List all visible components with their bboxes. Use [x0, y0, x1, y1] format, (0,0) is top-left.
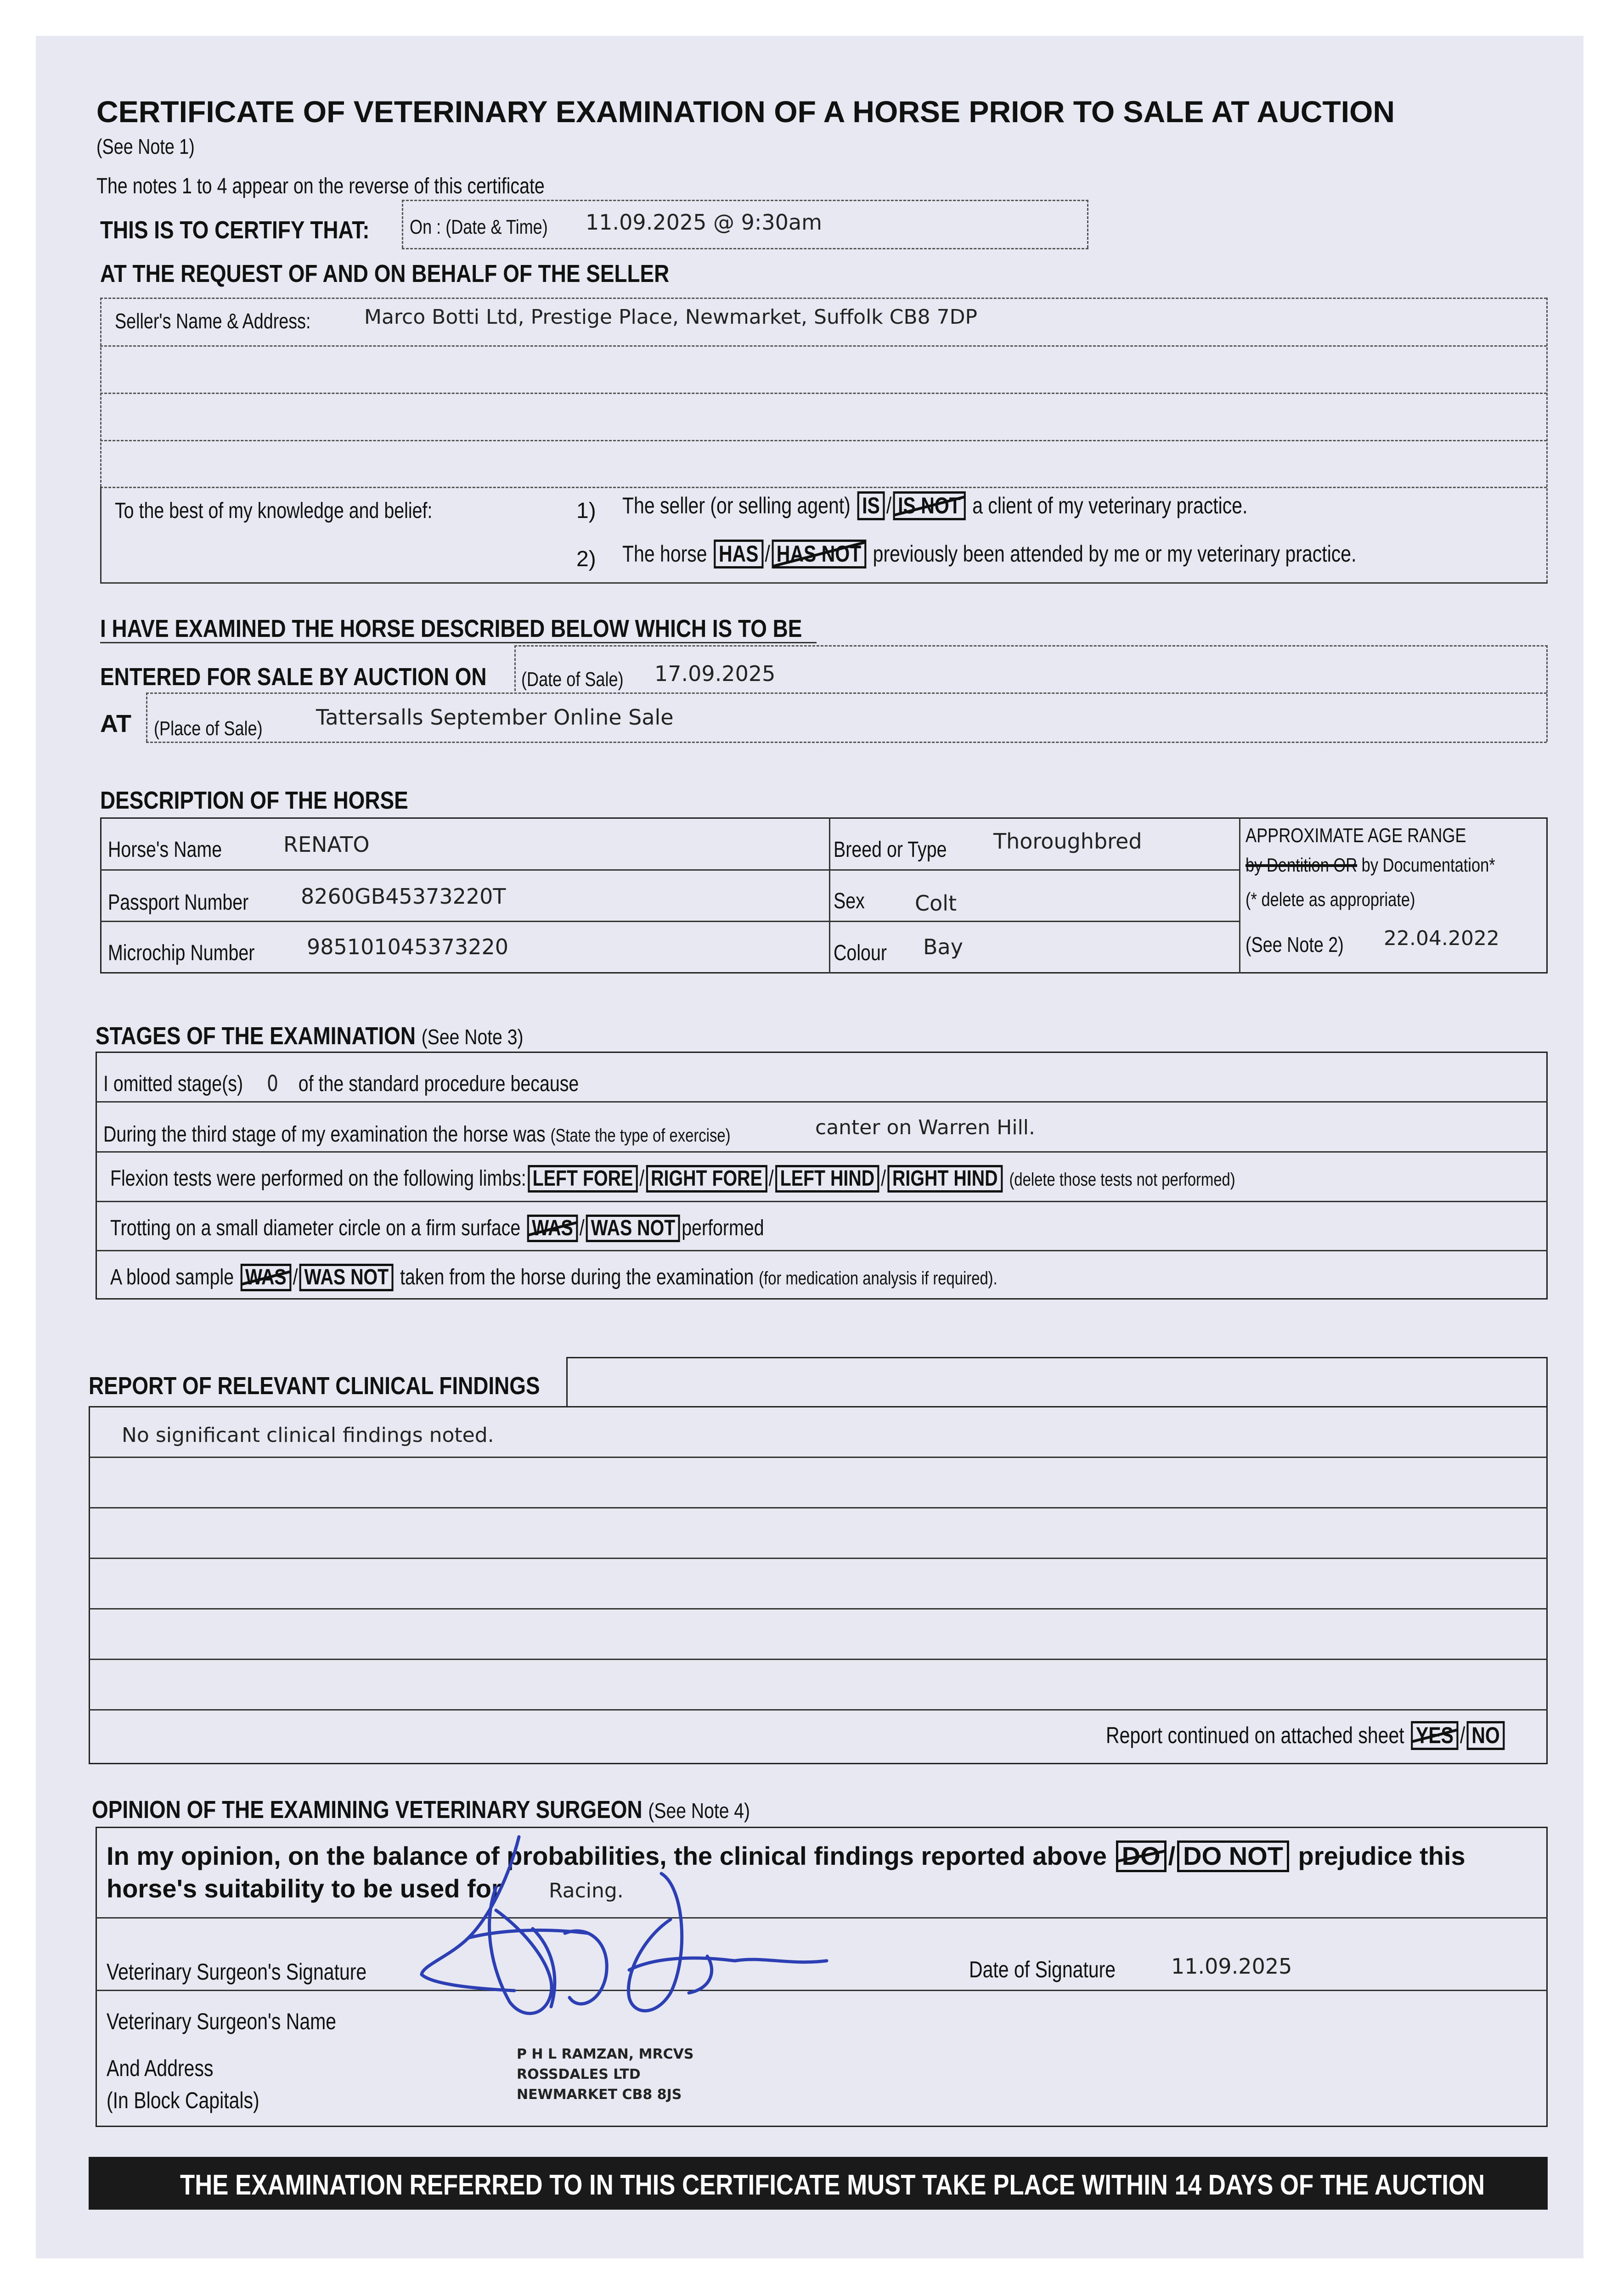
signature-label: Veterinary Surgeon's Signature	[107, 1959, 367, 1985]
colour-value[interactable]: Bay	[923, 934, 963, 959]
trot-was-option[interactable]: WAS	[527, 1215, 578, 1242]
stages-heading: STAGES OF THE EXAMINATION	[96, 1022, 416, 1050]
blood-was-not-option[interactable]: WAS NOT	[299, 1264, 394, 1291]
seller-heading: AT THE REQUEST OF AND ON BEHALF OF THE SELLER	[100, 260, 670, 287]
description-heading: DESCRIPTION OF THE HORSE	[100, 787, 408, 814]
knowledge-item1-number: 1)	[576, 499, 596, 523]
entered-label: ENTERED FOR SALE BY AUCTION ON	[100, 663, 487, 691]
trot-prefix: Trotting on a small diameter circle on a firm surface	[110, 1216, 521, 1240]
knowledge-item1: The seller (or selling agent) IS / IS NOT a client of my veterinary practice.	[622, 491, 1247, 520]
report-continued-row: Report continued on attached sheet YES / NO	[1106, 1721, 1506, 1750]
age-heading: APPROXIMATE AGE RANGE	[1245, 824, 1466, 847]
notes-line: The notes 1 to 4 appear on the reverse of this certificate	[96, 174, 545, 198]
has-option[interactable]: HAS	[714, 540, 763, 568]
on-date-value[interactable]: 11.09.2025 @ 9:30am	[586, 210, 822, 235]
blood-row: A blood sample WAS / WAS NOT taken from the horse during the examination (for medication analysis if required).	[110, 1264, 997, 1291]
opinion-text-3: horse's suitability to be used for	[107, 1874, 502, 1903]
item1-prefix: The seller (or selling agent)	[622, 493, 851, 518]
footer-text: THE EXAMINATION REFERRED TO IN THIS CERTIFICATE MUST TAKE PLACE WITHIN 14 DAYS OF THE AUCTION	[180, 2169, 1485, 2201]
breed-value[interactable]: Thoroughbred	[993, 829, 1142, 854]
left-hind-option[interactable]: LEFT HIND	[775, 1165, 879, 1193]
right-fore-option[interactable]: RIGHT FORE	[646, 1165, 767, 1193]
flexion-row: Flexion tests were performed on the following limbs: LEFT FORE / RIGHT FORE / LEFT HIND / RIGHT HIND (delete those tests not performed)	[110, 1165, 1235, 1193]
passport-value[interactable]: 8260GB45373220T	[301, 884, 506, 909]
knowledge-item2: The horse HAS / HAS NOT previously been attended by me or my veterinary practice.	[622, 540, 1357, 568]
date-of-signature-label: Date of Signature	[969, 1957, 1116, 1982]
do-not-option[interactable]: DO NOT	[1177, 1840, 1289, 1872]
horse-name-label: Horse's Name	[108, 838, 222, 862]
age-see-note: (See Note 2)	[1245, 933, 1344, 957]
third-stage-value[interactable]: canter on Warren Hill.	[815, 1116, 1036, 1139]
microchip-value[interactable]: 985101045373220	[307, 934, 508, 959]
opinion-heading: OPINION OF THE EXAMINING VETERINARY SURGEON	[92, 1796, 642, 1823]
item2-prefix: The horse	[622, 541, 707, 567]
omitted-stages-row	[103, 1071, 579, 1097]
report-heading: REPORT OF RELEVANT CLINICAL FINDINGS	[89, 1372, 540, 1400]
age-value[interactable]: 22.04.2022	[1384, 927, 1499, 950]
seller-name-value[interactable]: Marco Botti Ltd, Prestige Place, Newmarket, Suffolk CB8 7DP	[364, 305, 978, 329]
stages-note: (See Note 3)	[421, 1025, 524, 1049]
horse-name-value[interactable]: RENATO	[283, 832, 370, 857]
seller-name-label: Seller's Name & Address:	[115, 309, 311, 333]
do-option[interactable]: DO	[1116, 1840, 1167, 1872]
right-hind-option[interactable]: RIGHT HIND	[887, 1165, 1003, 1193]
omitted-suffix: of the standard procedure because	[298, 1072, 579, 1096]
place-value[interactable]: Tattersalls September Online Sale	[316, 705, 674, 730]
signature-scribble	[413, 1818, 863, 2057]
surgeon-address-label: And Address	[107, 2055, 214, 2081]
exam-heading: I HAVE EXAMINED THE HORSE DESCRIBED BELOW WHICH IS TO BE	[100, 615, 802, 642]
see-note-1: (See Note 1)	[96, 135, 195, 158]
opinion-text-2: prejudice this	[1298, 1841, 1465, 1870]
sex-value[interactable]: Colt	[915, 891, 957, 916]
certify-label: THIS IS TO CERTIFY THAT:	[100, 216, 370, 244]
trot-was-not-option[interactable]: WAS NOT	[586, 1215, 680, 1242]
continued-no-option[interactable]: NO	[1467, 1721, 1505, 1750]
blood-prefix: A blood sample	[110, 1265, 234, 1289]
item2-suffix: previously been attended by me or my veterinary practice.	[873, 541, 1357, 567]
knowledge-item2-number: 2)	[576, 547, 596, 571]
third-stage-prefix: During the third stage of my examination the horse was	[103, 1122, 546, 1147]
at-label: AT	[100, 710, 131, 737]
report-heading-box	[566, 1357, 1548, 1407]
item1-suffix: a client of my veterinary practice.	[972, 493, 1248, 518]
breed-label: Breed or Type	[834, 838, 947, 862]
continued-yes-option[interactable]: YES	[1411, 1721, 1458, 1750]
passport-label: Passport Number	[108, 890, 249, 915]
surgeon-name-label: Veterinary Surgeon's Name	[107, 2009, 337, 2034]
block-capitals-label: (In Block Capitals)	[107, 2088, 259, 2113]
left-fore-option[interactable]: LEFT FORE	[528, 1165, 638, 1193]
stages-heading-line	[96, 1022, 523, 1050]
blood-suffix: taken from the horse during the examination	[400, 1265, 754, 1289]
third-stage-row	[103, 1122, 731, 1147]
flexion-prefix: Flexion tests were performed on the following limbs:	[110, 1166, 526, 1191]
omitted-value[interactable]: 0	[267, 1071, 279, 1097]
trot-suffix: performed	[682, 1216, 764, 1240]
has-not-option[interactable]: HAS NOT	[772, 540, 866, 568]
date-of-signature-value[interactable]: 11.09.2025	[1171, 1954, 1292, 1979]
age-documentation[interactable]: by Documentation*	[1361, 854, 1495, 876]
blood-was-option[interactable]: WAS	[240, 1264, 291, 1291]
age-dentition-struck[interactable]: by Dentition OR	[1245, 854, 1358, 876]
trot-row: Trotting on a small diameter circle on a firm surface WAS / WAS NOT performed	[110, 1215, 764, 1242]
colour-label: Colour	[834, 941, 887, 965]
omitted-prefix: I omitted stage(s)	[103, 1072, 243, 1096]
is-option[interactable]: IS	[857, 491, 885, 520]
age-delete-note: (* delete as appropriate)	[1245, 889, 1415, 910]
report-continued-label: Report continued on attached sheet	[1106, 1722, 1404, 1748]
sale-date-value[interactable]: 17.09.2025	[654, 661, 776, 686]
stamp-line-2: ROSSDALES LTD	[517, 2066, 641, 2082]
certificate-title: CERTIFICATE OF VETERINARY EXAMINATION OF A HORSE PRIOR TO SALE AT AUCTION	[96, 95, 1395, 129]
clinical-finding[interactable]: No significant clinical findings noted.	[122, 1424, 494, 1447]
microchip-label: Microchip Number	[108, 941, 255, 965]
opinion-note: (See Note 4)	[648, 1799, 750, 1823]
stamp-line-1: P H L RAMZAN, MRCVS	[517, 2046, 694, 2062]
knowledge-label: To the best of my knowledge and belief:	[115, 499, 433, 523]
flexion-note: (delete those tests not performed)	[1009, 1170, 1235, 1190]
opinion-statement: In my opinion, on the balance of probabilities, the clinical findings reported above DO / DO NOT prejudice this	[107, 1840, 1465, 1872]
stamp-line-3: NEWMARKET CB8 8JS	[517, 2087, 682, 2103]
blood-note: (for medication analysis if required).	[759, 1268, 997, 1289]
report-table	[89, 1406, 1548, 1764]
age-method	[1245, 854, 1495, 876]
on-date-label: On : (Date & Time)	[410, 216, 548, 238]
opinion-use-value[interactable]: Racing.	[549, 1879, 624, 1902]
third-stage-note: (State the type of exercise)	[550, 1125, 731, 1146]
place-label: (Place of Sale)	[154, 717, 263, 740]
sex-label: Sex	[834, 889, 865, 913]
sale-date-label: (Date of Sale)	[521, 668, 624, 691]
opinion-text-1: In my opinion, on the balance of probabilities, the clinical findings reported above	[107, 1841, 1107, 1870]
is-not-option[interactable]: IS NOT	[893, 491, 966, 520]
